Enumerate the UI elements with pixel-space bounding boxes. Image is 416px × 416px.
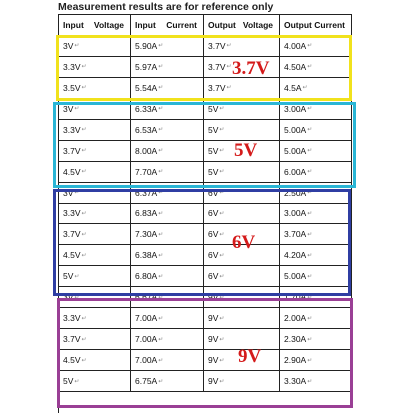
cell-mark-icon: ↵: [74, 273, 80, 280]
cell-mark-icon: ↵: [158, 231, 164, 238]
table-cell-input-voltage: [59, 57, 131, 78]
cell-value: 3.70A: [284, 229, 307, 240]
cell-mark-icon: ↵: [226, 43, 232, 50]
table-cell-input-voltage: [59, 287, 131, 308]
cell-value: 6V: [208, 208, 219, 219]
cell-value: 7.70A: [135, 166, 158, 177]
cell-mark-icon: ↵: [81, 210, 87, 217]
cell-mark-icon: ↵: [74, 43, 80, 50]
cell-mark-icon: ↵: [158, 43, 164, 50]
cell-mark-icon: ↵: [158, 336, 164, 343]
cell-mark-icon: ↵: [307, 148, 313, 155]
cell-mark-icon: ↵: [307, 64, 313, 71]
table-cell-output-current: [280, 183, 352, 204]
header-word: Output: [284, 19, 312, 30]
table-cell-input-current: [131, 162, 204, 183]
cell-mark-icon: ↵: [219, 336, 225, 343]
table-cell-output-current: [280, 36, 352, 57]
table-cell-input-current: [131, 329, 204, 350]
cell-mark-icon: ↵: [81, 357, 87, 364]
table-cell-output-voltage: [204, 371, 280, 392]
header-word: Voltage: [93, 19, 124, 30]
cell-mark-icon: ↵: [158, 85, 164, 92]
cell-value: 6V: [208, 187, 219, 198]
cell-value: 6V: [208, 250, 219, 261]
table-cell-output-current: [280, 141, 352, 162]
header-word: Input: [135, 19, 156, 30]
header-word: Voltage: [242, 19, 273, 30]
cell-mark-icon: ↵: [307, 106, 313, 113]
cell-mark-icon: ↵: [302, 85, 308, 92]
table-cell-output-current: [280, 162, 352, 183]
table-cell-input-current: [131, 78, 204, 99]
table-cell-input-current: [131, 371, 204, 392]
cell-mark-icon: ↵: [219, 190, 225, 197]
cell-mark-icon: ↵: [219, 210, 225, 217]
group-label: 9V: [238, 346, 262, 367]
cell-value: 3.00A: [284, 208, 307, 219]
cell-value: 5.90A: [135, 40, 158, 51]
table-cell-output-voltage: [204, 287, 280, 308]
cell-mark-icon: ↵: [158, 294, 164, 301]
cell-mark-icon: ↵: [219, 378, 225, 385]
table-cell-input-voltage: [59, 162, 131, 183]
group-label: 6V: [232, 232, 256, 253]
cell-mark-icon: ↵: [158, 357, 164, 364]
cell-value: 4.5V: [63, 166, 81, 177]
table-cell-input-voltage: [59, 204, 131, 225]
cell-value: 3.7V: [208, 40, 226, 51]
cell-mark-icon: ↵: [81, 252, 87, 259]
cell-value: 6.80A: [135, 271, 158, 282]
group-label: 3.7V: [232, 58, 270, 79]
cell-value: 3.7V: [63, 229, 81, 240]
cell-value: 7.30A: [135, 229, 158, 240]
cell-value: 7.00A: [135, 313, 158, 324]
cell-value: 9V: [208, 355, 219, 366]
header-word: Output: [208, 19, 236, 30]
cell-mark-icon: ↵: [81, 148, 87, 155]
cell-value: 3.3V: [63, 313, 81, 324]
cell-mark-icon: ↵: [158, 169, 164, 176]
table-cell-output-current: [280, 308, 352, 329]
cell-mark-icon: ↵: [219, 252, 225, 259]
cell-value: 5.97A: [135, 61, 158, 72]
cell-value: 6V: [208, 229, 219, 240]
table-cell-input-voltage: [59, 224, 131, 245]
table-cell-input-current: [131, 224, 204, 245]
cell-mark-icon: ↵: [219, 315, 225, 322]
cell-value: 4.00A: [284, 40, 307, 51]
cell-value: 5V: [208, 124, 219, 135]
cell-mark-icon: ↵: [307, 169, 313, 176]
cell-mark-icon: ↵: [74, 106, 80, 113]
table-cell-input-voltage: [59, 99, 131, 120]
table-cell-output-current: [280, 266, 352, 287]
cell-value: 3.3V: [63, 124, 81, 135]
table-cell-output-voltage: [204, 183, 280, 204]
header-output-voltage: [204, 15, 280, 36]
table-cell-input-current: [131, 36, 204, 57]
cell-mark-icon: ↵: [219, 294, 225, 301]
table-cell-output-current: [280, 329, 352, 350]
cell-mark-icon: ↵: [81, 127, 87, 134]
cell-mark-icon: ↵: [219, 273, 225, 280]
table-cell-input-current: [131, 57, 204, 78]
cell-mark-icon: ↵: [219, 357, 225, 364]
table-cell-input-current: [131, 287, 204, 308]
cell-value: 3.7V: [208, 61, 226, 72]
cell-mark-icon: ↵: [74, 378, 80, 385]
header-word: Current: [166, 19, 197, 30]
table-cell-output-voltage: [204, 162, 280, 183]
cell-mark-icon: ↵: [81, 336, 87, 343]
header-output-current: [280, 15, 352, 36]
cell-value: 2.90A: [284, 355, 307, 366]
table-cell-input-current: [131, 266, 204, 287]
table-cell-output-voltage: [204, 308, 280, 329]
table-cell-output-current: [280, 245, 352, 266]
cell-value: 3V: [63, 187, 74, 198]
table-cell-output-current: [280, 57, 352, 78]
table-cell-output-voltage: [204, 78, 280, 99]
cell-value: 6.53A: [135, 124, 158, 135]
cell-mark-icon: ↵: [158, 273, 164, 280]
table-cell-output-voltage: [204, 266, 280, 287]
cell-value: 3.00A: [284, 103, 307, 114]
table-cell-output-current: [280, 350, 352, 371]
cell-value: 2.00A: [284, 313, 307, 324]
table-cell-input-voltage: [59, 245, 131, 266]
table-cell-input-current: [131, 120, 204, 141]
cell-mark-icon: ↵: [74, 190, 80, 197]
table-cell-output-current: [280, 371, 352, 392]
cell-mark-icon: ↵: [81, 315, 87, 322]
cell-mark-icon: ↵: [307, 43, 313, 50]
cell-value: 6.38A: [135, 250, 158, 261]
cell-mark-icon: ↵: [158, 64, 164, 71]
cell-mark-icon: ↵: [158, 210, 164, 217]
table-cell-output-current: [280, 287, 352, 308]
cell-value: 6.67A: [135, 292, 158, 303]
cell-mark-icon: ↵: [219, 106, 225, 113]
cell-value: 9V: [208, 292, 219, 303]
cell-mark-icon: ↵: [307, 273, 313, 280]
cell-value: 6V: [208, 271, 219, 282]
cell-mark-icon: ↵: [307, 336, 313, 343]
cell-mark-icon: ↵: [307, 294, 313, 301]
cell-value: 6.75A: [135, 376, 158, 387]
cell-value: 2.30A: [284, 334, 307, 345]
table-cell-input-voltage: [59, 329, 131, 350]
cell-value: 3.7V: [208, 82, 226, 93]
cell-value: 7.00A: [135, 355, 158, 366]
cell-mark-icon: ↵: [307, 357, 313, 364]
cell-value: 3V: [63, 40, 74, 51]
table-cell-input-voltage: [59, 36, 131, 57]
cell-value: 9V: [208, 376, 219, 387]
table-cell-output-voltage: [204, 120, 280, 141]
header-input-voltage: [59, 15, 131, 36]
cell-mark-icon: ↵: [158, 378, 164, 385]
cell-mark-icon: ↵: [81, 169, 87, 176]
table-cell-input-current: [131, 183, 204, 204]
cell-mark-icon: ↵: [74, 294, 80, 301]
table-cell-input-voltage: [59, 266, 131, 287]
cell-value: 3.5V: [63, 82, 81, 93]
table-cell-input-voltage: [59, 120, 131, 141]
cell-value: 3.7V: [63, 145, 81, 156]
table-cell-input-current: [131, 141, 204, 162]
cell-mark-icon: ↵: [219, 127, 225, 134]
table-cell-input-voltage: [59, 141, 131, 162]
cell-mark-icon: ↵: [307, 210, 313, 217]
cell-mark-icon: ↵: [158, 252, 164, 259]
cell-value: 3.3V: [63, 61, 81, 72]
table-cell-input-voltage: [59, 78, 131, 99]
cell-value: 3.30A: [284, 376, 307, 387]
cell-mark-icon: ↵: [158, 190, 164, 197]
cell-value: 5.00A: [284, 145, 307, 156]
cell-mark-icon: ↵: [81, 231, 87, 238]
cell-value: 9V: [208, 313, 219, 324]
page-title: Measurement results are for reference only: [58, 1, 274, 13]
cell-mark-icon: ↵: [307, 252, 313, 259]
cell-value: 5V: [208, 103, 219, 114]
cell-mark-icon: ↵: [226, 64, 232, 71]
cell-mark-icon: ↵: [158, 315, 164, 322]
table-cell-input-current: [131, 204, 204, 225]
cell-value: 3.3V: [63, 208, 81, 219]
cell-value: 6.00A: [284, 166, 307, 177]
cell-value: 8.00A: [135, 145, 158, 156]
table-cell-input-current: [131, 308, 204, 329]
header-input-current: [131, 15, 204, 36]
cell-value: 7.00A: [135, 334, 158, 345]
table-cell-output-current: [280, 204, 352, 225]
cell-value: 3.7V: [63, 334, 81, 345]
table-cell-input-voltage: [59, 350, 131, 371]
cell-mark-icon: ↵: [307, 127, 313, 134]
cell-value: 3V: [63, 103, 74, 114]
table-cell-input-current: [131, 245, 204, 266]
table-cell-output-current: [280, 120, 352, 141]
table-cell-input-current: [131, 99, 204, 120]
cell-value: 4.5V: [63, 355, 81, 366]
table-cell-output-current: [280, 78, 352, 99]
cell-value: 6.83A: [135, 208, 158, 219]
table-cell-output-current: [280, 99, 352, 120]
cell-value: 5.00A: [284, 271, 307, 282]
cell-value: 3V: [63, 292, 74, 303]
header-word: Input: [63, 19, 84, 30]
cell-mark-icon: ↵: [307, 190, 313, 197]
table-cell-output-current: [280, 224, 352, 245]
cell-value: 9V: [208, 334, 219, 345]
table-cell-input-voltage: [59, 371, 131, 392]
cell-mark-icon: ↵: [307, 231, 313, 238]
cell-mark-icon: ↵: [226, 85, 232, 92]
cell-value: 5V: [63, 271, 74, 282]
header-word: Current: [314, 19, 345, 30]
table-cell-output-voltage: [204, 204, 280, 225]
cell-value: 2.50A: [284, 187, 307, 198]
cell-mark-icon: ↵: [158, 127, 164, 134]
cell-mark-icon: ↵: [81, 85, 87, 92]
cell-value: 5V: [208, 166, 219, 177]
cell-value: 4.5A: [284, 82, 302, 93]
table-cell-input-voltage: [59, 308, 131, 329]
table-cell-output-voltage: [204, 99, 280, 120]
cell-mark-icon: ↵: [219, 169, 225, 176]
cell-value: 5.54A: [135, 82, 158, 93]
cell-mark-icon: ↵: [158, 148, 164, 155]
cell-value: 4.20A: [284, 250, 307, 261]
cell-mark-icon: ↵: [219, 148, 225, 155]
cell-value: 1.70A: [284, 292, 307, 303]
table-cell-input-voltage: [59, 183, 131, 204]
cell-mark-icon: ↵: [158, 106, 164, 113]
cell-mark-icon: ↵: [219, 231, 225, 238]
measurement-table: [58, 14, 352, 413]
cell-value: 4.50A: [284, 61, 307, 72]
cell-value: 5.00A: [284, 124, 307, 135]
cell-value: 6.33A: [135, 103, 158, 114]
cell-value: 5V: [208, 145, 219, 156]
table-cell-input-current: [131, 350, 204, 371]
cell-value: 4.5V: [63, 250, 81, 261]
group-label: 5V: [234, 140, 258, 161]
table-cell-output-voltage: [204, 36, 280, 57]
cell-mark-icon: ↵: [81, 64, 87, 71]
cell-mark-icon: ↵: [307, 378, 313, 385]
cell-value: 6.37A: [135, 187, 158, 198]
cell-value: 5V: [63, 376, 74, 387]
cell-mark-icon: ↵: [307, 315, 313, 322]
